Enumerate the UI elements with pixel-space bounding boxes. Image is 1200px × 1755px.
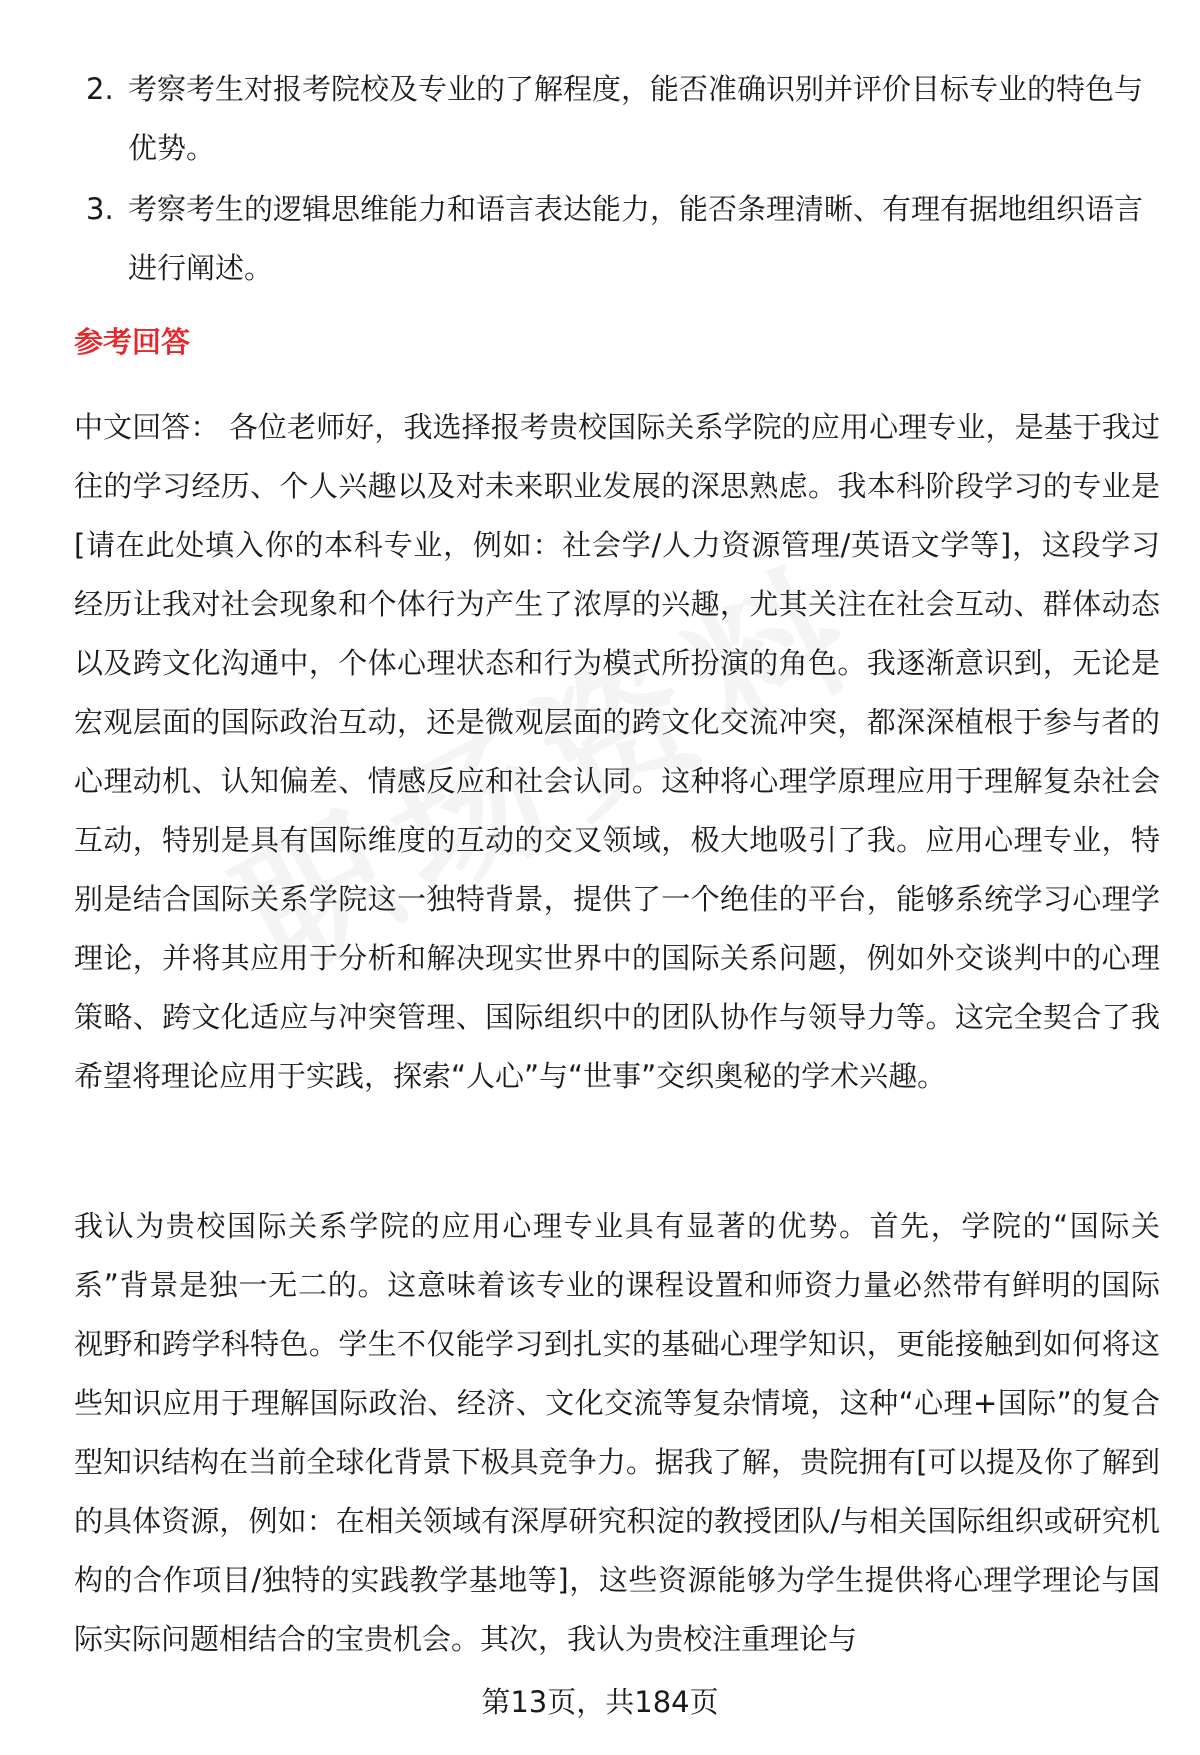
answer-paragraph: 我认为贵校国际关系学院的应用心理专业具有显著的优势。首先，学院的“国际关系”背景是独一无二的。这意味着该专业的课程设置和师资力量必然带有鲜明的国际视野和跨学科特色。学生不仅能学习到扎实的基础心理学知识，更能接触到如何将这些知识应用于理解国际政治、经济、文化交流等复杂情境，这种“心理+国际”的复合型知识结构在当前全球化背景下极具竞争力。据我了解，贵院拥有[可以提及你了解到的具体资源，例如：在相关领域有深厚研究积淀的教授团队/与相关国际组织或研究机构的合作项目/独特的实践教学基地等]，这些资源能够为学生提供将心理学理论与国际实际问题相结合的宝贵机会。其次，我认为贵校注重理论与 [74, 1209, 1160, 1656]
criteria-item [86, 180, 1150, 298]
criteria-text: 考察考生的逻辑思维能力和语言表达能力，能否条理清晰、有理有据地组织语言进行阐述。 [128, 192, 1144, 285]
section-heading: 参考回答 [74, 325, 191, 359]
page-number: 第13页，共184页 [481, 1685, 719, 1719]
criteria-number: 3. [86, 192, 114, 226]
criteria-text: 考察考生对报考院校及专业的了解程度，能否准确识别并评价目标专业的特色与优势。 [128, 72, 1144, 165]
criteria-list [86, 60, 1150, 300]
criteria-item [86, 60, 1150, 178]
answer-paragraph: 中文回答： 各位老师好，我选择报考贵校国际关系学院的应用心理专业，是基于我过往的学习经历、个人兴趣以及对未来职业发展的深思熟虑。我本科阶段学习的专业是[请在此处填入你的本科专业，例如：社会学/人力资源管理/英语文学等]，这段学习经历让我对社会现象和个体行为产生了浓厚的兴趣，尤其关注在社会互动、群体动态以及跨文化沟通中，个体心理状态和行为模式所扮演的角色。我逐渐意识到，无论是宏观层面的国际政治互动，还是微观层面的跨文化交流冲突，都深深植根于参与者的心理动机、认知偏差、情感反应和社会认同。这种将心理学原理应用于理解复杂社会互动，特别是具有国际维度的互动的交叉领域，极大地吸引了我。应用心理专业，特别是结合国际关系学院这一独特背景，提供了一个绝佳的平台，能够系统学习心理学理论，并将其应用于分析和解决现实世界中的国际关系问题，例如外交谈判中的心理策略、跨文化适应与冲突管理、国际组织中的团队协作与领导力等。这完全契合了我希望将理论应用于实践，探索“人心”与“世事”交织奥秘的学术兴趣。 [74, 410, 1160, 1093]
criteria-number: 2. [86, 72, 114, 106]
